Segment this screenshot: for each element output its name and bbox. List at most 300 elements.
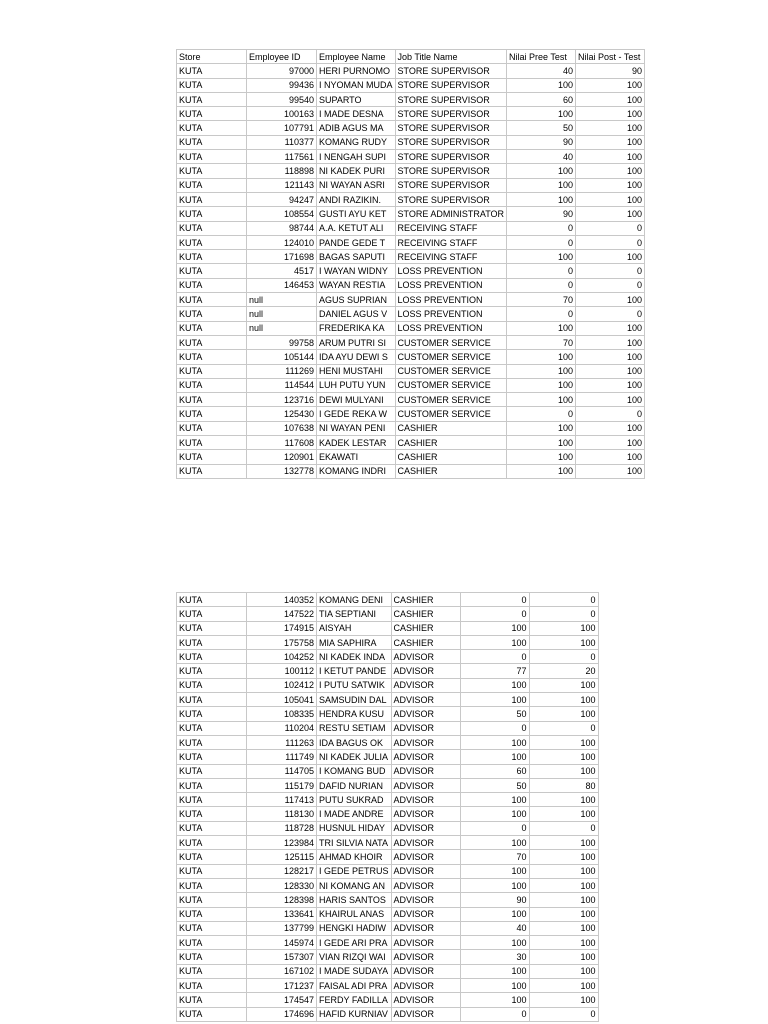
cell-pre-test[interactable]: 40	[507, 64, 576, 78]
cell-employee-id[interactable]: 128330	[247, 878, 317, 892]
cell-pre-test[interactable]: 90	[460, 893, 529, 907]
cell-store[interactable]: KUTA	[177, 721, 247, 735]
cell-job-title[interactable]: STORE SUPERVISOR	[395, 107, 507, 121]
cell-job-title[interactable]: STORE SUPERVISOR	[395, 135, 507, 149]
cell-job-title[interactable]: ADVISOR	[391, 693, 460, 707]
cell-store[interactable]: KUTA	[177, 121, 247, 135]
cell-pre-test[interactable]: 100	[507, 178, 576, 192]
cell-employee-name[interactable]: KOMANG INDRI	[317, 464, 396, 478]
cell-job-title[interactable]: CUSTOMER SERVICE	[395, 378, 507, 392]
cell-store[interactable]: KUTA	[177, 107, 247, 121]
cell-post-test[interactable]: 100	[576, 335, 645, 349]
cell-pre-test[interactable]: 100	[460, 936, 529, 950]
cell-job-title[interactable]: ADVISOR	[391, 721, 460, 735]
cell-employee-name[interactable]: I NENGAH SUPI	[317, 150, 396, 164]
cell-job-title[interactable]: ADVISOR	[391, 793, 460, 807]
cell-job-title[interactable]: ADVISOR	[391, 993, 460, 1007]
cell-pre-test[interactable]: 30	[460, 950, 529, 964]
cell-employee-id[interactable]: 111749	[247, 750, 317, 764]
cell-pre-test[interactable]: 90	[507, 207, 576, 221]
cell-post-test[interactable]: 0	[576, 235, 645, 249]
cell-pre-test[interactable]: 100	[460, 793, 529, 807]
cell-employee-name[interactable]: I GEDE PETRUS	[317, 864, 392, 878]
cell-job-title[interactable]: ADVISOR	[391, 750, 460, 764]
cell-employee-name[interactable]: NI KOMANG AN	[317, 878, 392, 892]
cell-job-title[interactable]: ADVISOR	[391, 950, 460, 964]
header-post-test[interactable]: Nilai Post - Test	[576, 50, 645, 64]
cell-pre-test[interactable]: 100	[460, 678, 529, 692]
cell-store[interactable]: KUTA	[177, 407, 247, 421]
cell-store[interactable]: KUTA	[177, 878, 247, 892]
cell-job-title[interactable]: ADVISOR	[391, 735, 460, 749]
cell-store[interactable]: KUTA	[177, 778, 247, 792]
cell-store[interactable]: KUTA	[177, 921, 247, 935]
cell-store[interactable]: KUTA	[177, 807, 247, 821]
cell-employee-name[interactable]: TRI SILVIA NATA	[317, 836, 392, 850]
cell-employee-name[interactable]: PANDE GEDE T	[317, 235, 396, 249]
cell-store[interactable]: KUTA	[177, 192, 247, 206]
cell-pre-test[interactable]: 50	[460, 778, 529, 792]
cell-job-title[interactable]: CASHIER	[391, 607, 460, 621]
cell-employee-id[interactable]: 114544	[247, 378, 317, 392]
cell-employee-id[interactable]: 123716	[247, 393, 317, 407]
cell-store[interactable]: KUTA	[177, 78, 247, 92]
cell-employee-name[interactable]: HUSNUL HIDAY	[317, 821, 392, 835]
cell-pre-test[interactable]: 40	[507, 150, 576, 164]
cell-employee-name[interactable]: KHAIRUL ANAS	[317, 907, 392, 921]
cell-pre-test[interactable]: 100	[507, 464, 576, 478]
cell-job-title[interactable]: ADVISOR	[391, 678, 460, 692]
cell-job-title[interactable]: LOSS PREVENTION	[395, 307, 507, 321]
cell-job-title[interactable]: ADVISOR	[391, 807, 460, 821]
header-employee-id[interactable]: Employee ID	[247, 50, 317, 64]
cell-pre-test[interactable]: 100	[507, 364, 576, 378]
cell-post-test[interactable]: 100	[576, 250, 645, 264]
cell-job-title[interactable]: STORE SUPERVISOR	[395, 64, 507, 78]
cell-employee-id[interactable]: 118130	[247, 807, 317, 821]
cell-employee-name[interactable]: NI KADEK INDA	[317, 650, 392, 664]
cell-pre-test[interactable]: 100	[460, 635, 529, 649]
cell-employee-name[interactable]: WAYAN RESTIA	[317, 278, 396, 292]
cell-store[interactable]: KUTA	[177, 993, 247, 1007]
cell-employee-id[interactable]: 111263	[247, 735, 317, 749]
cell-store[interactable]: KUTA	[177, 436, 247, 450]
cell-employee-id[interactable]: 115179	[247, 778, 317, 792]
cell-employee-id[interactable]: null	[247, 307, 317, 321]
cell-pre-test[interactable]: 100	[460, 907, 529, 921]
cell-employee-id[interactable]: 100163	[247, 107, 317, 121]
cell-employee-name[interactable]: I GEDE REKA W	[317, 407, 396, 421]
cell-post-test[interactable]: 100	[576, 135, 645, 149]
cell-job-title[interactable]: ADVISOR	[391, 907, 460, 921]
cell-employee-id[interactable]: 4517	[247, 264, 317, 278]
cell-post-test[interactable]: 100	[576, 107, 645, 121]
cell-employee-id[interactable]: 174547	[247, 993, 317, 1007]
cell-pre-test[interactable]: 40	[460, 921, 529, 935]
cell-store[interactable]: KUTA	[177, 964, 247, 978]
cell-post-test[interactable]: 0	[576, 278, 645, 292]
cell-store[interactable]: KUTA	[177, 635, 247, 649]
cell-store[interactable]: KUTA	[177, 907, 247, 921]
cell-job-title[interactable]: STORE SUPERVISOR	[395, 192, 507, 206]
cell-post-test[interactable]: 0	[529, 650, 598, 664]
cell-pre-test[interactable]: 70	[460, 850, 529, 864]
cell-pre-test[interactable]: 100	[460, 621, 529, 635]
cell-job-title[interactable]: ADVISOR	[391, 707, 460, 721]
cell-store[interactable]: KUTA	[177, 64, 247, 78]
cell-employee-id[interactable]: 110377	[247, 135, 317, 149]
cell-employee-name[interactable]: I MADE ANDRE	[317, 807, 392, 821]
cell-job-title[interactable]: CASHIER	[391, 593, 460, 607]
cell-pre-test[interactable]: 100	[507, 192, 576, 206]
cell-store[interactable]: KUTA	[177, 750, 247, 764]
cell-employee-id[interactable]: 98744	[247, 221, 317, 235]
cell-employee-id[interactable]: 157307	[247, 950, 317, 964]
cell-pre-test[interactable]: 100	[507, 107, 576, 121]
cell-post-test[interactable]: 100	[576, 150, 645, 164]
cell-pre-test[interactable]: 100	[460, 864, 529, 878]
header-employee-name[interactable]: Employee Name	[317, 50, 396, 64]
cell-pre-test[interactable]: 100	[460, 807, 529, 821]
cell-post-test[interactable]: 0	[576, 221, 645, 235]
cell-employee-id[interactable]: 102412	[247, 678, 317, 692]
cell-pre-test[interactable]: 0	[460, 650, 529, 664]
cell-employee-name[interactable]: FAISAL ADI PRA	[317, 979, 392, 993]
cell-job-title[interactable]: CUSTOMER SERVICE	[395, 350, 507, 364]
cell-employee-id[interactable]: 175758	[247, 635, 317, 649]
cell-employee-name[interactable]: NI WAYAN ASRI	[317, 178, 396, 192]
cell-job-title[interactable]: CUSTOMER SERVICE	[395, 364, 507, 378]
cell-post-test[interactable]: 100	[529, 936, 598, 950]
cell-employee-name[interactable]: KOMANG DENI	[317, 593, 392, 607]
cell-post-test[interactable]: 100	[576, 192, 645, 206]
cell-store[interactable]: KUTA	[177, 393, 247, 407]
cell-post-test[interactable]: 100	[576, 78, 645, 92]
cell-employee-id[interactable]: 118728	[247, 821, 317, 835]
cell-job-title[interactable]: LOSS PREVENTION	[395, 264, 507, 278]
cell-employee-id[interactable]: 117608	[247, 436, 317, 450]
cell-employee-id[interactable]: 111269	[247, 364, 317, 378]
cell-store[interactable]: KUTA	[177, 178, 247, 192]
cell-store[interactable]: KUTA	[177, 664, 247, 678]
cell-employee-name[interactable]: HENGKI HADIW	[317, 921, 392, 935]
cell-employee-id[interactable]: 167102	[247, 964, 317, 978]
cell-job-title[interactable]: CASHIER	[395, 464, 507, 478]
cell-employee-name[interactable]: PUTU SUKRAD	[317, 793, 392, 807]
cell-post-test[interactable]: 90	[576, 64, 645, 78]
cell-employee-id[interactable]: 120901	[247, 450, 317, 464]
cell-store[interactable]: KUTA	[177, 264, 247, 278]
cell-post-test[interactable]: 100	[529, 979, 598, 993]
cell-employee-name[interactable]: I MADE DESNA	[317, 107, 396, 121]
cell-pre-test[interactable]: 0	[460, 593, 529, 607]
cell-employee-id[interactable]: 123984	[247, 836, 317, 850]
cell-employee-id[interactable]: 145974	[247, 936, 317, 950]
cell-post-test[interactable]: 0	[576, 407, 645, 421]
cell-pre-test[interactable]: 100	[507, 321, 576, 335]
cell-post-test[interactable]: 0	[529, 821, 598, 835]
cell-store[interactable]: KUTA	[177, 235, 247, 249]
cell-post-test[interactable]: 100	[576, 436, 645, 450]
cell-store[interactable]: KUTA	[177, 350, 247, 364]
cell-employee-name[interactable]: HENI MUSTAHI	[317, 364, 396, 378]
cell-employee-id[interactable]: 110204	[247, 721, 317, 735]
cell-store[interactable]: KUTA	[177, 678, 247, 692]
cell-employee-id[interactable]: 117561	[247, 150, 317, 164]
cell-employee-id[interactable]: 99758	[247, 335, 317, 349]
cell-store[interactable]: KUTA	[177, 621, 247, 635]
cell-employee-name[interactable]: IDA AYU DEWI S	[317, 350, 396, 364]
cell-post-test[interactable]: 80	[529, 778, 598, 792]
cell-employee-name[interactable]: DANIEL AGUS V	[317, 307, 396, 321]
cell-employee-name[interactable]: IDA BAGUS OK	[317, 735, 392, 749]
cell-pre-test[interactable]: 100	[460, 979, 529, 993]
cell-employee-id[interactable]: 99540	[247, 92, 317, 106]
cell-job-title[interactable]: CASHIER	[395, 450, 507, 464]
cell-employee-name[interactable]: RESTU SETIAM	[317, 721, 392, 735]
cell-employee-name[interactable]: I KETUT PANDE	[317, 664, 392, 678]
cell-employee-id[interactable]: 107791	[247, 121, 317, 135]
cell-store[interactable]: KUTA	[177, 421, 247, 435]
cell-pre-test[interactable]: 100	[460, 693, 529, 707]
cell-employee-name[interactable]: I MADE SUDAYA	[317, 964, 392, 978]
cell-pre-test[interactable]: 90	[507, 135, 576, 149]
cell-employee-id[interactable]: 94247	[247, 192, 317, 206]
cell-post-test[interactable]: 100	[576, 178, 645, 192]
cell-pre-test[interactable]: 0	[507, 221, 576, 235]
cell-pre-test[interactable]: 70	[507, 293, 576, 307]
cell-pre-test[interactable]: 0	[507, 278, 576, 292]
cell-employee-name[interactable]: FREDERIKA KA	[317, 321, 396, 335]
cell-employee-id[interactable]: 146453	[247, 278, 317, 292]
cell-job-title[interactable]: ADVISOR	[391, 650, 460, 664]
cell-job-title[interactable]: STORE SUPERVISOR	[395, 150, 507, 164]
cell-employee-name[interactable]: AGUS SUPRIAN	[317, 293, 396, 307]
cell-post-test[interactable]: 100	[529, 878, 598, 892]
cell-employee-name[interactable]: TIA SEPTIANI	[317, 607, 392, 621]
cell-store[interactable]: KUTA	[177, 593, 247, 607]
cell-store[interactable]: KUTA	[177, 278, 247, 292]
cell-store[interactable]: KUTA	[177, 293, 247, 307]
cell-post-test[interactable]: 100	[529, 907, 598, 921]
cell-post-test[interactable]: 100	[529, 735, 598, 749]
cell-job-title[interactable]: ADVISOR	[391, 1007, 460, 1021]
header-store[interactable]: Store	[177, 50, 247, 64]
cell-post-test[interactable]: 100	[529, 764, 598, 778]
cell-employee-id[interactable]: 132778	[247, 464, 317, 478]
cell-post-test[interactable]: 100	[529, 693, 598, 707]
cell-employee-id[interactable]: 171237	[247, 979, 317, 993]
cell-job-title[interactable]: STORE SUPERVISOR	[395, 164, 507, 178]
cell-pre-test[interactable]: 100	[507, 421, 576, 435]
cell-employee-name[interactable]: NI WAYAN PENI	[317, 421, 396, 435]
cell-employee-name[interactable]: KADEK LESTAR	[317, 436, 396, 450]
cell-post-test[interactable]: 0	[529, 607, 598, 621]
cell-job-title[interactable]: LOSS PREVENTION	[395, 321, 507, 335]
cell-post-test[interactable]: 0	[529, 1007, 598, 1021]
cell-employee-name[interactable]: HAFID KURNIAV	[317, 1007, 392, 1021]
cell-job-title[interactable]: ADVISOR	[391, 979, 460, 993]
cell-pre-test[interactable]: 0	[507, 264, 576, 278]
cell-post-test[interactable]: 100	[576, 364, 645, 378]
cell-job-title[interactable]: ADVISOR	[391, 964, 460, 978]
cell-job-title[interactable]: ADVISOR	[391, 778, 460, 792]
cell-employee-id[interactable]: 108554	[247, 207, 317, 221]
cell-post-test[interactable]: 100	[529, 678, 598, 692]
cell-job-title[interactable]: ADVISOR	[391, 936, 460, 950]
cell-store[interactable]: KUTA	[177, 950, 247, 964]
cell-employee-name[interactable]: LUH PUTU YUN	[317, 378, 396, 392]
cell-job-title[interactable]: RECEIVING STAFF	[395, 235, 507, 249]
cell-store[interactable]: KUTA	[177, 850, 247, 864]
cell-pre-test[interactable]: 100	[507, 78, 576, 92]
cell-employee-name[interactable]: BAGAS SAPUTI	[317, 250, 396, 264]
cell-store[interactable]: KUTA	[177, 979, 247, 993]
cell-job-title[interactable]: ADVISOR	[391, 821, 460, 835]
cell-post-test[interactable]: 100	[529, 750, 598, 764]
cell-employee-name[interactable]: DAFID NURIAN	[317, 778, 392, 792]
cell-employee-name[interactable]: MIA SAPHIRA	[317, 635, 392, 649]
cell-pre-test[interactable]: 0	[460, 607, 529, 621]
cell-job-title[interactable]: CUSTOMER SERVICE	[395, 393, 507, 407]
cell-job-title[interactable]: ADVISOR	[391, 764, 460, 778]
cell-employee-id[interactable]: 125115	[247, 850, 317, 864]
cell-job-title[interactable]: STORE SUPERVISOR	[395, 178, 507, 192]
cell-employee-id[interactable]: 105041	[247, 693, 317, 707]
cell-employee-name[interactable]: I WAYAN WIDNY	[317, 264, 396, 278]
cell-job-title[interactable]: STORE SUPERVISOR	[395, 78, 507, 92]
cell-job-title[interactable]: CASHIER	[395, 421, 507, 435]
cell-employee-name[interactable]: ANDI RAZIKIN.	[317, 192, 396, 206]
cell-pre-test[interactable]: 100	[460, 836, 529, 850]
cell-employee-name[interactable]: I KOMANG BUD	[317, 764, 392, 778]
cell-post-test[interactable]: 100	[529, 950, 598, 964]
cell-store[interactable]: KUTA	[177, 92, 247, 106]
cell-employee-name[interactable]: FERDY FADILLA	[317, 993, 392, 1007]
cell-pre-test[interactable]: 100	[507, 378, 576, 392]
cell-post-test[interactable]: 100	[529, 621, 598, 635]
cell-job-title[interactable]: CASHIER	[391, 621, 460, 635]
cell-pre-test[interactable]: 0	[460, 721, 529, 735]
cell-post-test[interactable]: 100	[576, 464, 645, 478]
cell-pre-test[interactable]: 100	[507, 350, 576, 364]
cell-job-title[interactable]: RECEIVING STAFF	[395, 250, 507, 264]
cell-employee-id[interactable]: 117413	[247, 793, 317, 807]
header-pre-test[interactable]: Nilai Pree Test	[507, 50, 576, 64]
cell-employee-id[interactable]: 125430	[247, 407, 317, 421]
cell-employee-name[interactable]: KOMANG RUDY	[317, 135, 396, 149]
cell-store[interactable]: KUTA	[177, 207, 247, 221]
cell-pre-test[interactable]: 50	[507, 121, 576, 135]
cell-post-test[interactable]: 100	[529, 864, 598, 878]
cell-employee-id[interactable]: 147522	[247, 607, 317, 621]
cell-pre-test[interactable]: 100	[460, 964, 529, 978]
cell-employee-name[interactable]: I GEDE ARI PRA	[317, 936, 392, 950]
cell-employee-name[interactable]: EKAWATI	[317, 450, 396, 464]
cell-employee-id[interactable]: 114705	[247, 764, 317, 778]
cell-job-title[interactable]: CASHIER	[395, 436, 507, 450]
cell-pre-test[interactable]: 100	[460, 993, 529, 1007]
cell-employee-id[interactable]: 171698	[247, 250, 317, 264]
cell-employee-id[interactable]: 128398	[247, 893, 317, 907]
cell-store[interactable]: KUTA	[177, 221, 247, 235]
cell-store[interactable]: KUTA	[177, 650, 247, 664]
cell-pre-test[interactable]: 0	[460, 1007, 529, 1021]
cell-job-title[interactable]: STORE SUPERVISOR	[395, 92, 507, 106]
cell-pre-test[interactable]: 0	[507, 235, 576, 249]
cell-post-test[interactable]: 0	[529, 593, 598, 607]
cell-pre-test[interactable]: 100	[507, 393, 576, 407]
cell-job-title[interactable]: ADVISOR	[391, 664, 460, 678]
cell-employee-id[interactable]: null	[247, 321, 317, 335]
cell-pre-test[interactable]: 70	[507, 335, 576, 349]
cell-job-title[interactable]: ADVISOR	[391, 893, 460, 907]
cell-store[interactable]: KUTA	[177, 164, 247, 178]
cell-job-title[interactable]: CUSTOMER SERVICE	[395, 335, 507, 349]
cell-pre-test[interactable]: 0	[460, 821, 529, 835]
cell-post-test[interactable]: 0	[576, 307, 645, 321]
cell-job-title[interactable]: ADVISOR	[391, 864, 460, 878]
cell-store[interactable]: KUTA	[177, 150, 247, 164]
cell-store[interactable]: KUTA	[177, 250, 247, 264]
cell-pre-test[interactable]: 0	[507, 407, 576, 421]
cell-store[interactable]: KUTA	[177, 764, 247, 778]
cell-employee-id[interactable]: 100112	[247, 664, 317, 678]
cell-store[interactable]: KUTA	[177, 893, 247, 907]
cell-employee-name[interactable]: VIAN RIZQI WAI	[317, 950, 392, 964]
cell-post-test[interactable]: 100	[529, 807, 598, 821]
cell-employee-name[interactable]: NI KADEK JULIA	[317, 750, 392, 764]
cell-employee-name[interactable]: HARIS SANTOS	[317, 893, 392, 907]
cell-store[interactable]: KUTA	[177, 364, 247, 378]
cell-store[interactable]: KUTA	[177, 135, 247, 149]
cell-store[interactable]: KUTA	[177, 735, 247, 749]
cell-store[interactable]: KUTA	[177, 335, 247, 349]
cell-post-test[interactable]: 100	[576, 378, 645, 392]
cell-employee-name[interactable]: SAMSUDIN DAL	[317, 693, 392, 707]
cell-post-test[interactable]: 100	[529, 964, 598, 978]
cell-employee-name[interactable]: DEWI MULYANI	[317, 393, 396, 407]
cell-employee-name[interactable]: ARUM PUTRI SI	[317, 335, 396, 349]
cell-pre-test[interactable]: 100	[507, 250, 576, 264]
cell-employee-name[interactable]: ADIB AGUS MA	[317, 121, 396, 135]
cell-store[interactable]: KUTA	[177, 378, 247, 392]
cell-post-test[interactable]: 20	[529, 664, 598, 678]
cell-post-test[interactable]: 100	[576, 450, 645, 464]
cell-employee-id[interactable]: 128217	[247, 864, 317, 878]
cell-job-title[interactable]: ADVISOR	[391, 836, 460, 850]
cell-employee-name[interactable]: NI KADEK PURI	[317, 164, 396, 178]
cell-employee-id[interactable]: 99436	[247, 78, 317, 92]
cell-store[interactable]: KUTA	[177, 464, 247, 478]
cell-post-test[interactable]: 100	[529, 893, 598, 907]
cell-pre-test[interactable]: 100	[507, 450, 576, 464]
cell-store[interactable]: KUTA	[177, 836, 247, 850]
cell-employee-name[interactable]: AISYAH	[317, 621, 392, 635]
cell-employee-id[interactable]: 107638	[247, 421, 317, 435]
cell-store[interactable]: KUTA	[177, 936, 247, 950]
cell-job-title[interactable]: ADVISOR	[391, 850, 460, 864]
cell-employee-id[interactable]: 124010	[247, 235, 317, 249]
cell-employee-id[interactable]: 118898	[247, 164, 317, 178]
cell-pre-test[interactable]: 60	[507, 92, 576, 106]
cell-pre-test[interactable]: 60	[460, 764, 529, 778]
cell-pre-test[interactable]: 100	[507, 436, 576, 450]
cell-employee-id[interactable]: 174915	[247, 621, 317, 635]
cell-pre-test[interactable]: 77	[460, 664, 529, 678]
cell-job-title[interactable]: ADVISOR	[391, 878, 460, 892]
cell-store[interactable]: KUTA	[177, 793, 247, 807]
